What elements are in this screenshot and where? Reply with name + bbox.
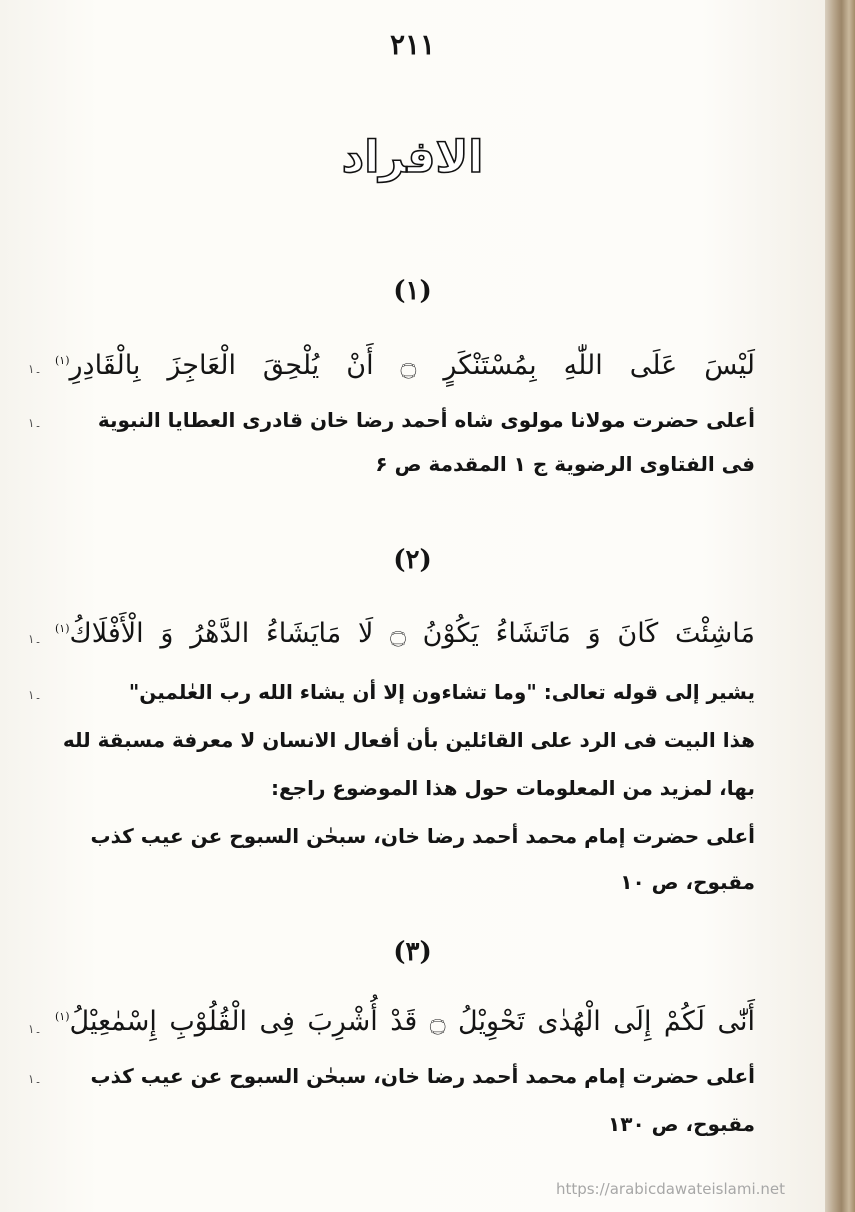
verse-text: لَيْسَ عَلَى اللّٰهِ بِمُسْتَنْكَرٍ ۝ أَنْ يُلْحِقَ الْعَاجِزَ بِالْقَادِرِ: [69, 350, 755, 381]
verse-marker: ۔۱: [28, 632, 42, 646]
note-line: مقبوح، ص ۱۰: [620, 870, 755, 894]
note-line: فى الفتاوى الرضوية ج ۱ المقدمة ص ۶: [375, 452, 755, 476]
verse-footnote-ref: (۱): [55, 1010, 70, 1023]
section-number: (۲): [393, 545, 432, 575]
verse-text: مَاشِئْتَ كَانَ وَ مَاتَشَاءُ يَكُوْنُ ۝ لَا مَايَشَاءُ الدَّهْرُ وَ الْأَفْلَاكُ: [69, 618, 755, 649]
source-url: https://arabicdawateislami.net: [555, 1180, 785, 1198]
verse-marker: ۔۱: [28, 1022, 42, 1036]
section-number: (۱): [393, 276, 432, 306]
note-line: أعلى حضرت مولانا مولوى شاه أحمد رضا خان قادرى العطايا النبوية: [97, 408, 755, 432]
section-number: (۳): [393, 937, 432, 967]
verse-footnote-ref: (۱): [55, 354, 70, 367]
note-line: يشير إلى قوله تعالى: "وما تشاءون إلا أن يشاء الله رب العٰلمين": [128, 680, 755, 704]
note-line: أعلى حضرت إمام محمد أحمد رضا خان، سبحٰن السبوح عن عيب كذب: [90, 1064, 755, 1088]
verse-footnote-ref: (۱): [55, 622, 70, 635]
note-line: بها، لمزيد من المعلومات حول هذا الموضوع راجع:: [271, 776, 755, 800]
book-spine-edge: [825, 0, 855, 1212]
verse-line: [55, 1006, 755, 1037]
verse-text: أَنّٰى لَكُمْ إِلَى الْهُدٰى تَحْوِيْلُ ۝ قَدْ أُشْرِبَ فِى الْقُلُوْبِ إِسْمٰعِيْلُ: [69, 1006, 755, 1037]
verse-line: [55, 618, 755, 649]
note-marker: ۔۱: [28, 688, 42, 702]
note-line: أعلى حضرت إمام محمد أحمد رضا خان، سبحٰن السبوح عن عيب كذب: [90, 824, 755, 848]
note-marker: ۔۱: [28, 1072, 42, 1086]
verse-line: [55, 350, 755, 381]
verse-marker: ۔۱: [28, 362, 42, 376]
note-line: هذا البيت فى الرد على القائلين بأن أفعال الانسان لا معرفة مسبقة لله: [62, 728, 755, 752]
note-line: مقبوح، ص ۱۳۰: [608, 1112, 755, 1136]
page-number: ۲۱۱: [389, 28, 436, 61]
page-title: الافراد: [341, 132, 484, 183]
note-marker: ۔۱: [28, 416, 42, 430]
